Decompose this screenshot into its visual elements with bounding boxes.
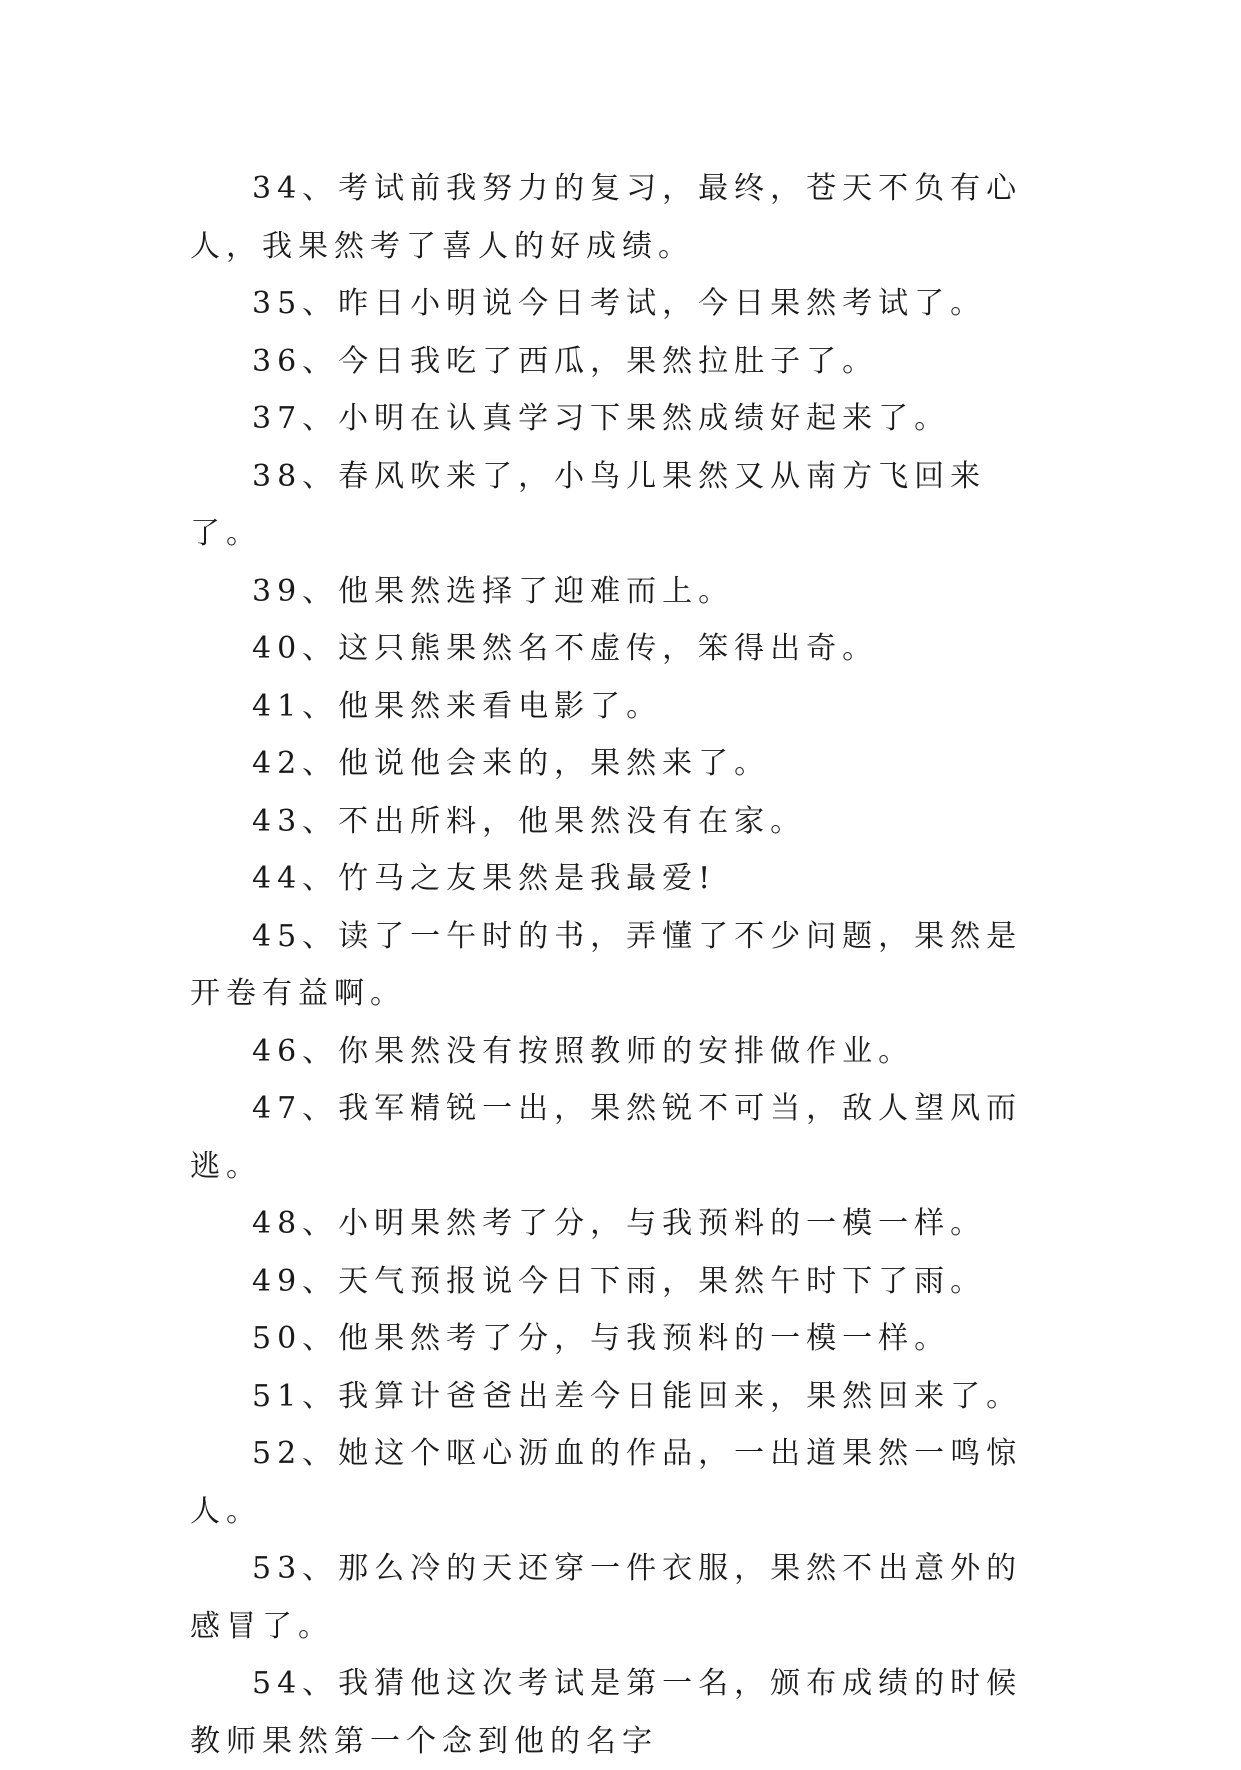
paragraph-42: 42、他说他会来的，果然来了。: [252, 746, 771, 781]
paragraph-53: 53、那么冷的天还穿一件衣服，果然不出意外的感冒了。: [190, 1551, 1023, 1644]
paragraph-39: 39、他果然选择了迎难而上。: [252, 573, 735, 609]
paragraph-34: 34、考试前我努力的复习，最终，苍天不负有心人，我果然考了喜人的好成绩。: [190, 171, 1023, 264]
paragraph-45: 45、读了一午时的书，弄懂了不少问题，果然是开卷有益啊。: [190, 918, 1023, 1011]
paragraph-43: 43、不出所料，他果然没有在家。: [252, 803, 807, 839]
paragraph-46: 46、你果然没有按照教师的安排做作业。: [252, 1033, 915, 1069]
paragraph-50: 50、他果然考了分，与我预料的一模一样。: [252, 1321, 951, 1356]
paragraph-40: 40、这只熊果然名不虚传，笨得出奇。: [252, 631, 879, 666]
paragraph-49: 49、天气预报说今日下雨，果然午时下了雨。: [252, 1263, 987, 1299]
paragraph-51: 51、我算计爸爸出差今日能回来，果然回来了。: [252, 1378, 1023, 1414]
document-body: [190, 160, 1050, 1770]
paragraph-38: 38、春风吹来了，小鸟儿果然又从南方飞回来了。: [190, 458, 987, 551]
paragraph-48: 48、小明果然考了分，与我预料的一模一样。: [252, 1206, 987, 1241]
paragraph-44: 44、竹马之友果然是我最爱!: [252, 861, 717, 896]
paragraph-54: 54、我猜他这次考试是第一名，颁布成绩的时候教师果然第一个念到他的名字: [190, 1666, 1023, 1759]
paragraph-37: 37、小明在认真学习下果然成绩好起来了。: [252, 401, 951, 436]
paragraph-52: 52、她这个呕心沥血的作品，一出道果然一鸣惊人。: [190, 1436, 1023, 1529]
paragraph-47: 47、我军精锐一出，果然锐不可当，敌人望风而逃。: [190, 1091, 1023, 1184]
paragraph-35: 35、昨日小明说今日考试，今日果然考试了。: [252, 286, 987, 321]
paragraph-36: 36、今日我吃了西瓜，果然拉肚子了。: [252, 343, 879, 379]
paragraph-41: 41、他果然来看电影了。: [252, 688, 663, 724]
